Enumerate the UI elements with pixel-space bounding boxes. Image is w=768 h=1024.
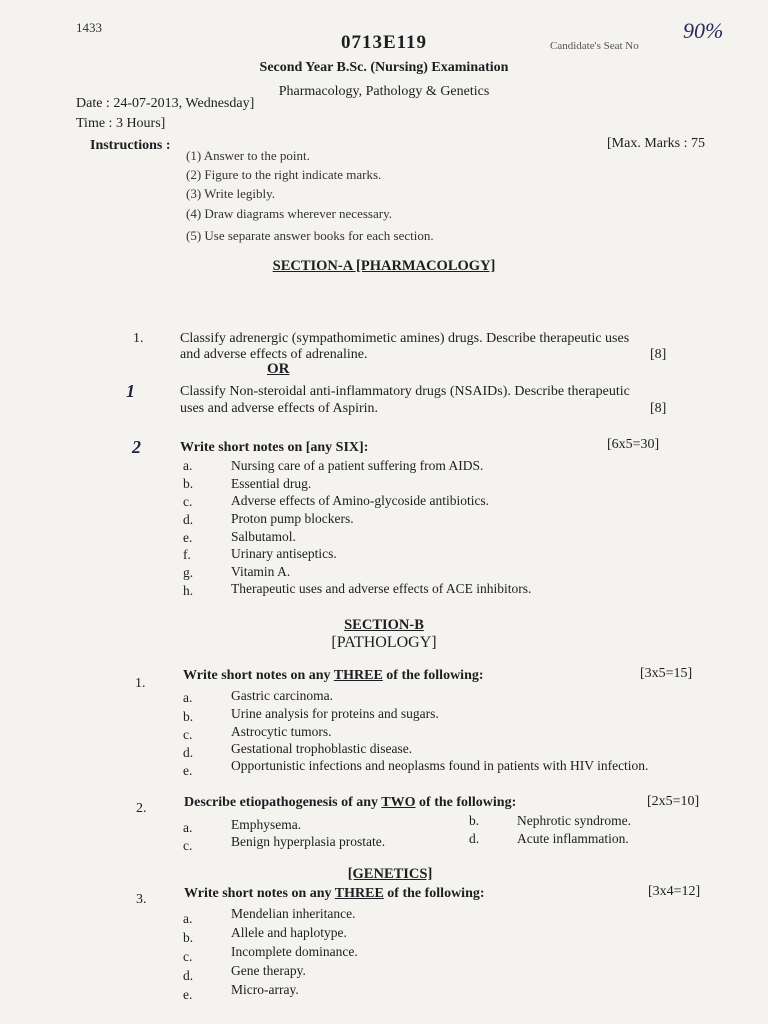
instruction-item: (5) Use separate answer books for each section.: [186, 228, 434, 243]
exam-subjects: Pharmacology, Pathology & Genetics: [278, 84, 490, 99]
question-title: Write short notes on any THREE of the following:: [184, 886, 485, 901]
or-label: OR: [267, 361, 290, 377]
exam-time: Time : 3 Hours]: [76, 116, 166, 131]
instruction-item: (4) Draw diagrams wherever necessary.: [186, 206, 392, 221]
section-b-heading: SECTION-B: [344, 617, 424, 633]
question-text: uses and adverse effects of Aspirin.: [180, 401, 379, 416]
question-title: Write short notes on [any SIX]:: [180, 440, 369, 455]
handwritten-number: 1: [126, 381, 135, 401]
item-text: Allele and haplotype.: [231, 925, 347, 940]
instruction-item: (2) Figure to the right indicate marks.: [186, 167, 382, 182]
item-text: Nursing care of a patient suffering from AIDS.: [231, 458, 484, 473]
item-letter: a.: [183, 911, 193, 926]
item-letter: b.: [183, 930, 194, 945]
instructions-label: Instructions :: [90, 138, 171, 153]
item-text: Gene therapy.: [231, 963, 306, 978]
item-letter: c.: [183, 949, 193, 964]
item-text: Gestational trophoblastic disease.: [231, 741, 413, 756]
item-text: Adverse effects of Amino-glycoside antibiotics.: [231, 493, 490, 508]
max-marks: [Max. Marks : 75: [607, 136, 705, 151]
item-letter: c.: [183, 838, 193, 853]
exam-title: Second Year B.Sc. (Nursing) Examination: [259, 60, 509, 75]
item-letter: g.: [183, 565, 194, 580]
item-letter: c.: [183, 727, 193, 742]
paper-code: 0713E119: [340, 32, 428, 53]
item-letter: b.: [183, 709, 194, 724]
question-marks: [3x5=15]: [640, 666, 693, 681]
item-text: Acute inflammation.: [517, 831, 629, 846]
item-letter: a.: [183, 820, 193, 835]
exam-date: Date : 24-07-2013, Wednesday]: [76, 96, 255, 111]
item-letter: d.: [183, 745, 194, 760]
question-number: 3.: [136, 892, 147, 907]
item-letter: e.: [183, 530, 193, 545]
question-number: 2.: [136, 801, 147, 816]
item-text: Emphysema.: [231, 817, 302, 832]
item-text: Vitamin A.: [231, 564, 291, 579]
item-letter: d.: [183, 512, 194, 527]
item-letter: a.: [183, 690, 193, 705]
genetics-heading: [GENETICS]: [347, 866, 433, 882]
item-text: Urine analysis for proteins and sugars.: [231, 706, 439, 721]
item-letter: d.: [183, 968, 194, 983]
question-marks: [3x4=12]: [648, 884, 701, 899]
item-letter: b.: [183, 476, 194, 491]
item-text: Urinary antiseptics.: [231, 546, 337, 561]
item-letter: c.: [183, 494, 193, 509]
question-text: and adverse effects of adrenaline.: [180, 347, 368, 362]
section-a-heading: SECTION-A [PHARMACOLOGY]: [272, 258, 496, 274]
question-marks: [8]: [650, 347, 667, 362]
item-text: Essential drug.: [231, 476, 312, 491]
item-text: Proton pump blockers.: [231, 511, 354, 526]
item-text: Gastric carcinoma.: [231, 688, 333, 703]
item-text: Salbutamol.: [231, 529, 296, 544]
item-letter: d.: [469, 831, 480, 846]
section-b-subheading: [PATHOLOGY]: [331, 634, 437, 651]
item-text: Therapeutic uses and adverse effects of ACE inhibitors.: [231, 581, 532, 596]
item-text: Incomplete dominance.: [231, 944, 358, 959]
item-text: Opportunistic infections and neoplasms found in patients with HIV infection.: [231, 758, 649, 773]
handwritten-number: 2: [132, 437, 141, 457]
code-top-left: 1433: [76, 20, 102, 35]
item-text: Astrocytic tumors.: [231, 724, 332, 739]
question-text: Classify adrenergic (sympathomimetic amines) drugs. Describe therapeutic uses: [180, 331, 630, 346]
question-number: 1.: [133, 331, 144, 346]
item-letter: f.: [183, 547, 191, 562]
instruction-item: (1) Answer to the point.: [186, 148, 310, 163]
item-letter: e.: [183, 987, 193, 1002]
seat-label: Candidate's Seat No: [550, 40, 639, 52]
question-marks: [8]: [650, 401, 667, 416]
item-letter: b.: [469, 813, 480, 828]
item-text: Benign hyperplasia prostate.: [231, 834, 386, 849]
instruction-item: (3) Write legibly.: [186, 186, 276, 201]
question-marks: [2x5=10]: [647, 794, 700, 809]
item-letter: e.: [183, 763, 193, 778]
item-text: Micro-array.: [231, 982, 299, 997]
item-letter: a.: [183, 458, 193, 473]
item-letter: h.: [183, 583, 194, 598]
question-marks: [6x5=30]: [607, 437, 660, 452]
question-title: Write short notes on any THREE of the following:: [183, 668, 484, 683]
item-text: Nephrotic syndrome.: [517, 813, 631, 828]
question-title: Describe etiopathogenesis of any TWO of the following:: [184, 795, 517, 810]
item-text: Mendelian inheritance.: [231, 906, 356, 921]
question-number: 1.: [135, 676, 146, 691]
seat-handwritten: 90%: [683, 18, 724, 43]
question-text: Classify Non-steroidal anti-inflammatory drugs (NSAIDs). Describe therapeutic: [180, 384, 630, 399]
